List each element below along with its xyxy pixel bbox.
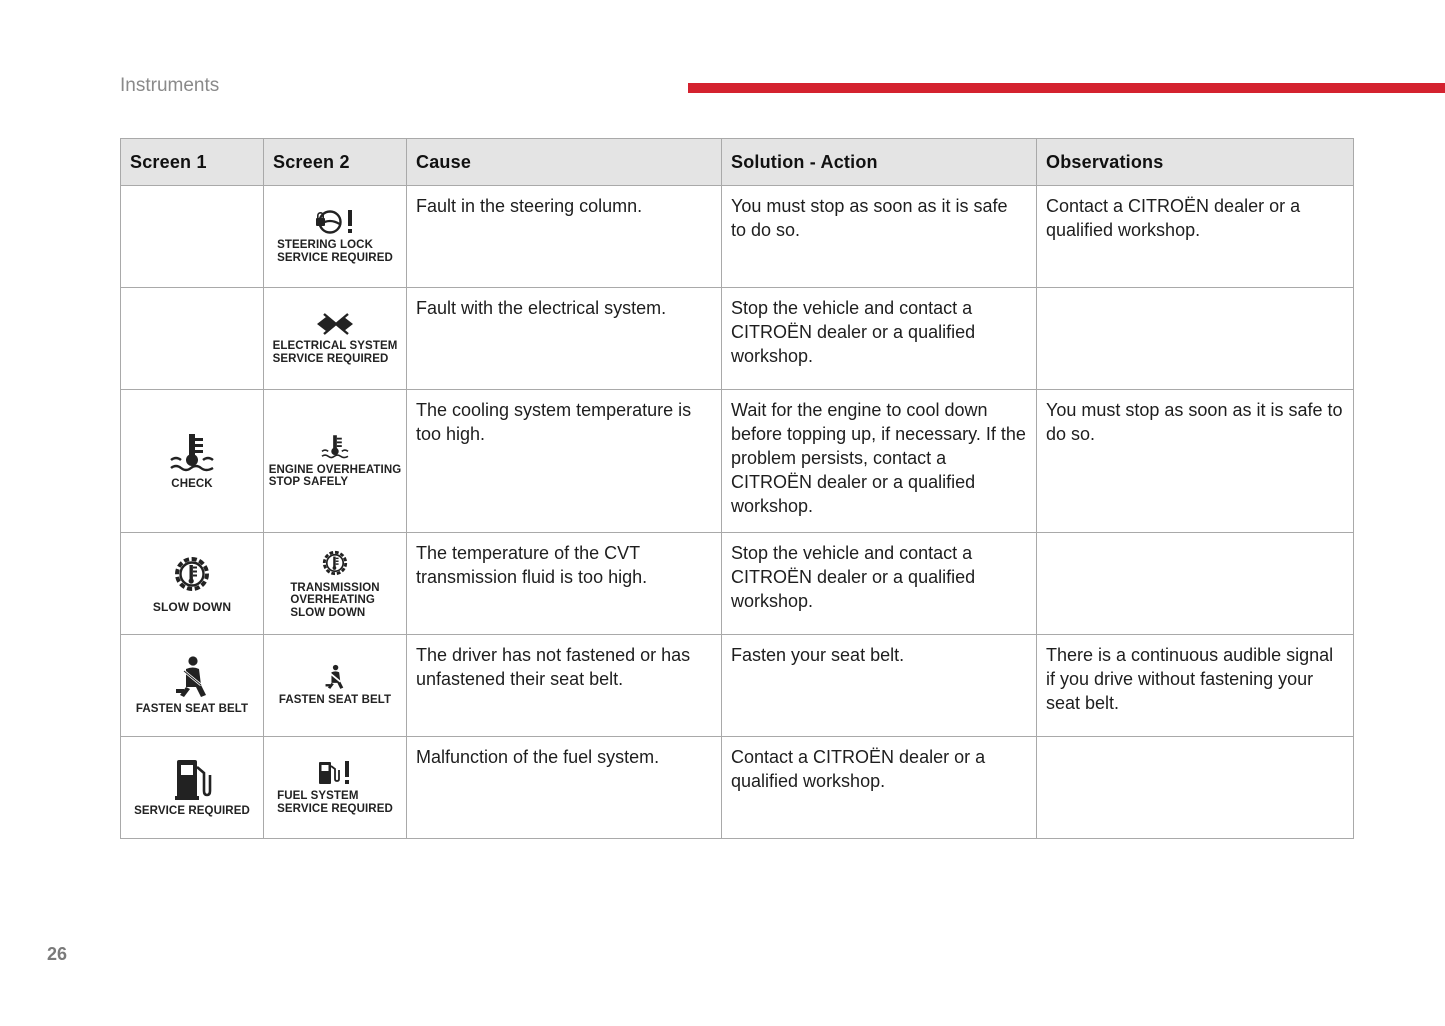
header-accent-bar (688, 83, 1445, 93)
screen2-cell (264, 635, 407, 737)
observations-cell: Contact a CITROËN dealer or a qualified workshop. (1037, 186, 1354, 288)
table-row (121, 737, 1354, 839)
screen2-label: STEERING LOCK SERVICE REQUIRED (277, 239, 393, 264)
solution-cell: Wait for the engine to cool down before topping up, if necessary. If the problem persists, contact a CITROËN dealer or a qualified workshop. (722, 390, 1037, 533)
screen1-label: CHECK (171, 477, 213, 490)
coolant-temperature-icon (319, 434, 351, 460)
transmission-temperature-icon (171, 553, 213, 595)
screen2-indicator (269, 434, 402, 489)
table-row (121, 390, 1354, 533)
column-header-solution: Solution - Action (722, 139, 1037, 186)
screen1-indicator (134, 757, 250, 818)
screen1-label: SLOW DOWN (152, 600, 232, 615)
cause-cell: Fault in the steering column. (407, 186, 722, 288)
seat-belt-icon (323, 664, 347, 690)
observations-cell: You must stop as soon as it is safe to do so. (1037, 390, 1354, 533)
steering-lock-icon (313, 209, 357, 235)
column-header-observations: Observations (1037, 139, 1354, 186)
observations-cell (1037, 288, 1354, 390)
solution-cell: You must stop as soon as it is safe to do so. (722, 186, 1037, 288)
transmission-temperature-icon (320, 548, 350, 578)
screen1-cell (121, 186, 264, 288)
solution-cell: Fasten your seat belt. (722, 635, 1037, 737)
seat-belt-icon (172, 655, 212, 699)
screen2-cell (264, 533, 407, 635)
screen1-cell (121, 533, 264, 635)
page-number: 26 (47, 944, 68, 964)
screen1-label: FASTEN SEAT BELT (135, 703, 249, 716)
fuel-pump-warning-icon (317, 760, 353, 786)
screen2-indicator (290, 548, 379, 620)
electrical-fault-icon (314, 312, 356, 336)
table-row (121, 288, 1354, 390)
column-header-cause: Cause (407, 139, 722, 186)
observations-cell: There is a continuous audible signal if you drive without fastening your seat belt. (1037, 635, 1354, 737)
screen1-cell (121, 635, 264, 737)
fuel-pump-icon (172, 757, 212, 801)
solution-cell: Contact a CITROËN dealer or a qualified workshop. (722, 737, 1037, 839)
screen2-label: ELECTRICAL SYSTEM SERVICE REQUIRED (272, 340, 398, 365)
screen1-indicator (136, 655, 248, 716)
column-header-screen2: Screen 2 (264, 139, 407, 186)
cause-cell: The cooling system temperature is too high. (407, 390, 722, 533)
cause-cell: Fault with the electrical system. (407, 288, 722, 390)
cause-cell: The driver has not fastened or has unfastened their seat belt. (407, 635, 722, 737)
screen2-indicator (279, 664, 391, 707)
section-title: Instruments (120, 75, 220, 96)
cause-cell: The temperature of the CVT transmission fluid is too high. (407, 533, 722, 635)
screen2-label: TRANSMISSION OVERHEATING SLOW DOWN (290, 581, 380, 619)
observations-cell (1037, 737, 1354, 839)
solution-cell: Stop the vehicle and contact a CITROËN dealer or a qualified workshop. (722, 288, 1037, 390)
table-row (121, 533, 1354, 635)
screen2-label: FUEL SYSTEM SERVICE REQUIRED (277, 790, 393, 815)
screen2-cell (264, 390, 407, 533)
screen1-cell (121, 288, 264, 390)
solution-cell: Stop the vehicle and contact a CITROËN dealer or a qualified workshop. (722, 533, 1037, 635)
screen2-cell (264, 186, 407, 288)
screen2-cell (264, 288, 407, 390)
screen1-indicator (167, 432, 217, 491)
coolant-temperature-icon (167, 432, 217, 474)
screen1-cell (121, 390, 264, 533)
screen2-cell (264, 737, 407, 839)
cause-cell: Malfunction of the fuel system. (407, 737, 722, 839)
warning-lights-table (120, 138, 1354, 839)
screen1-label: SERVICE REQUIRED (134, 805, 250, 818)
screen2-label: FASTEN SEAT BELT (278, 694, 392, 707)
observations-cell (1037, 533, 1354, 635)
screen2-indicator (273, 312, 398, 365)
table-row (121, 635, 1354, 737)
screen2-label: ENGINE OVERHEATING STOP SAFELY (268, 463, 402, 488)
screen2-indicator (277, 209, 393, 264)
screen1-indicator (153, 553, 231, 614)
column-header-screen1: Screen 1 (121, 139, 264, 186)
table-row (121, 186, 1354, 288)
screen2-indicator (277, 760, 393, 815)
table-header-row (121, 139, 1354, 186)
screen1-cell (121, 737, 264, 839)
